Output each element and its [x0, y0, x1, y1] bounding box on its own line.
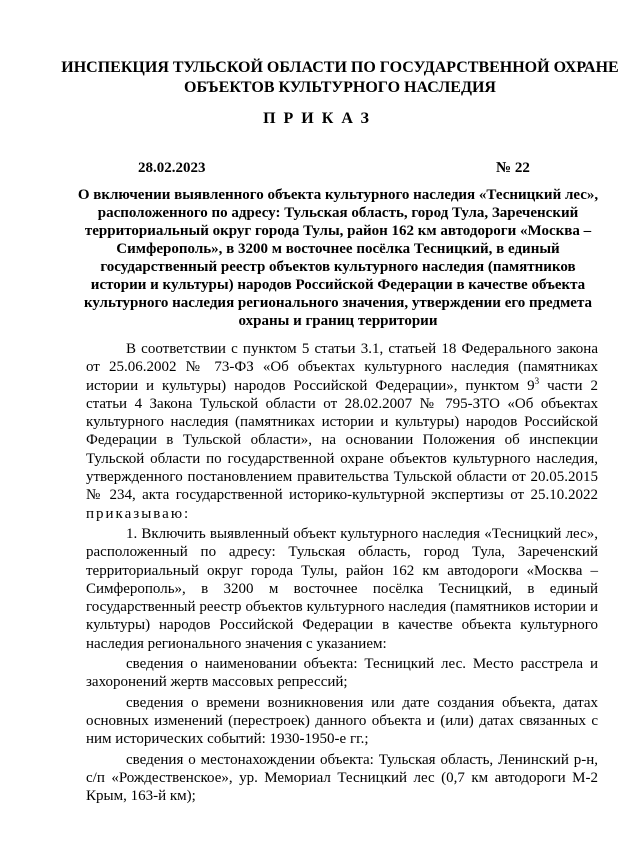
document-type: ПРИКАЗ — [263, 110, 377, 127]
organization-name: ИНСПЕКЦИЯ ТУЛЬСКОЙ ОБЛАСТИ ПО ГОСУДАРСТВЕННОЙ ОХРАНЕ ОБЪЕКТОВ КУЛЬТУРНОГО НАСЛЕДИЯ — [61, 59, 619, 96]
orders-word: приказываю: — [86, 505, 191, 522]
list-item: 1. Включить выявленный объект культурного наследия «Тесницкий лес», расположенный по адресу: Тульская область, город Тула, Зареченский территориальный округ города Тулы, район 162 км автодороги «Москва – Симферополь», в 3200 м восточнее посёлка Тесницкий, в единый государственный реестр объектов культурного наследия (памятников истории и культуры) народов Российской Федерации в качестве объекта культурного наследия регионального значения с указанием: — [86, 525, 598, 652]
list-item: сведения о наименовании объекта: Тесницкий лес. Место расстрела и захоронений жертв массовых репрессий; — [86, 656, 598, 691]
preamble-paragraph — [86, 340, 598, 523]
list-item: сведения о времени возникновения или дате создания объекта, датах основных изменений (перестроек) данного объекта и (или) датах связанных с ним исторических событий: 1930-1950-е гг.; — [86, 694, 598, 748]
preamble-text-2: части 2 статьи 4 Закона Тульской области от 28.02.2007 № 795-ЗТО «Об объектах культурного наследия (памятниках истории и культуры) народов Российской Федерации в Тульской области», на основании Положения об инспекции Тульской области по государственной охране объектов культурного наследия, утвержденного постановлением правительства Тульской области от 20.05.2015 № 234, акта государственной историко-культурной экспертизы от 25.10.2022 — [86, 377, 598, 504]
document-title: О включении выявленного объекта культурного наследия «Тесницкий лес», расположенного по адресу: Тульская область, город Тула, Зареченский территориальный округ города Тулы, район 162 км автодороги «Москва – Симферополь», в 3200 м восточнее посёлка Тесницкий, в единый государственный реестр объектов культурного наследия (памятников истории и культуры) народов Российской Федерации в качестве объекта культурного наследия регионального значения, утверждении его предмета охраны и границ территории — [77, 187, 599, 329]
preamble-text-1: В соответствии с пунктом 5 статьи 3.1, статьей 18 Федерального закона от 25.06.2002 № 73-ФЗ «Об объектах культурного наследия (памятниках истории и культуры) народов Российской Федерации», пунктом 9 — [86, 341, 598, 394]
document-body — [86, 340, 598, 805]
list-item: сведения о местонахождении объекта: Тульская область, Ленинский р-н, с/п «Рождественское», ур. Мемориал Тесницкий лес (0,7 км автодороги М-2 Крым, 163-й км); — [86, 751, 598, 805]
document-date: 28.02.2023 — [138, 160, 206, 176]
document-number: № 22 — [496, 160, 530, 176]
preamble-superscript: 3 — [534, 375, 540, 386]
